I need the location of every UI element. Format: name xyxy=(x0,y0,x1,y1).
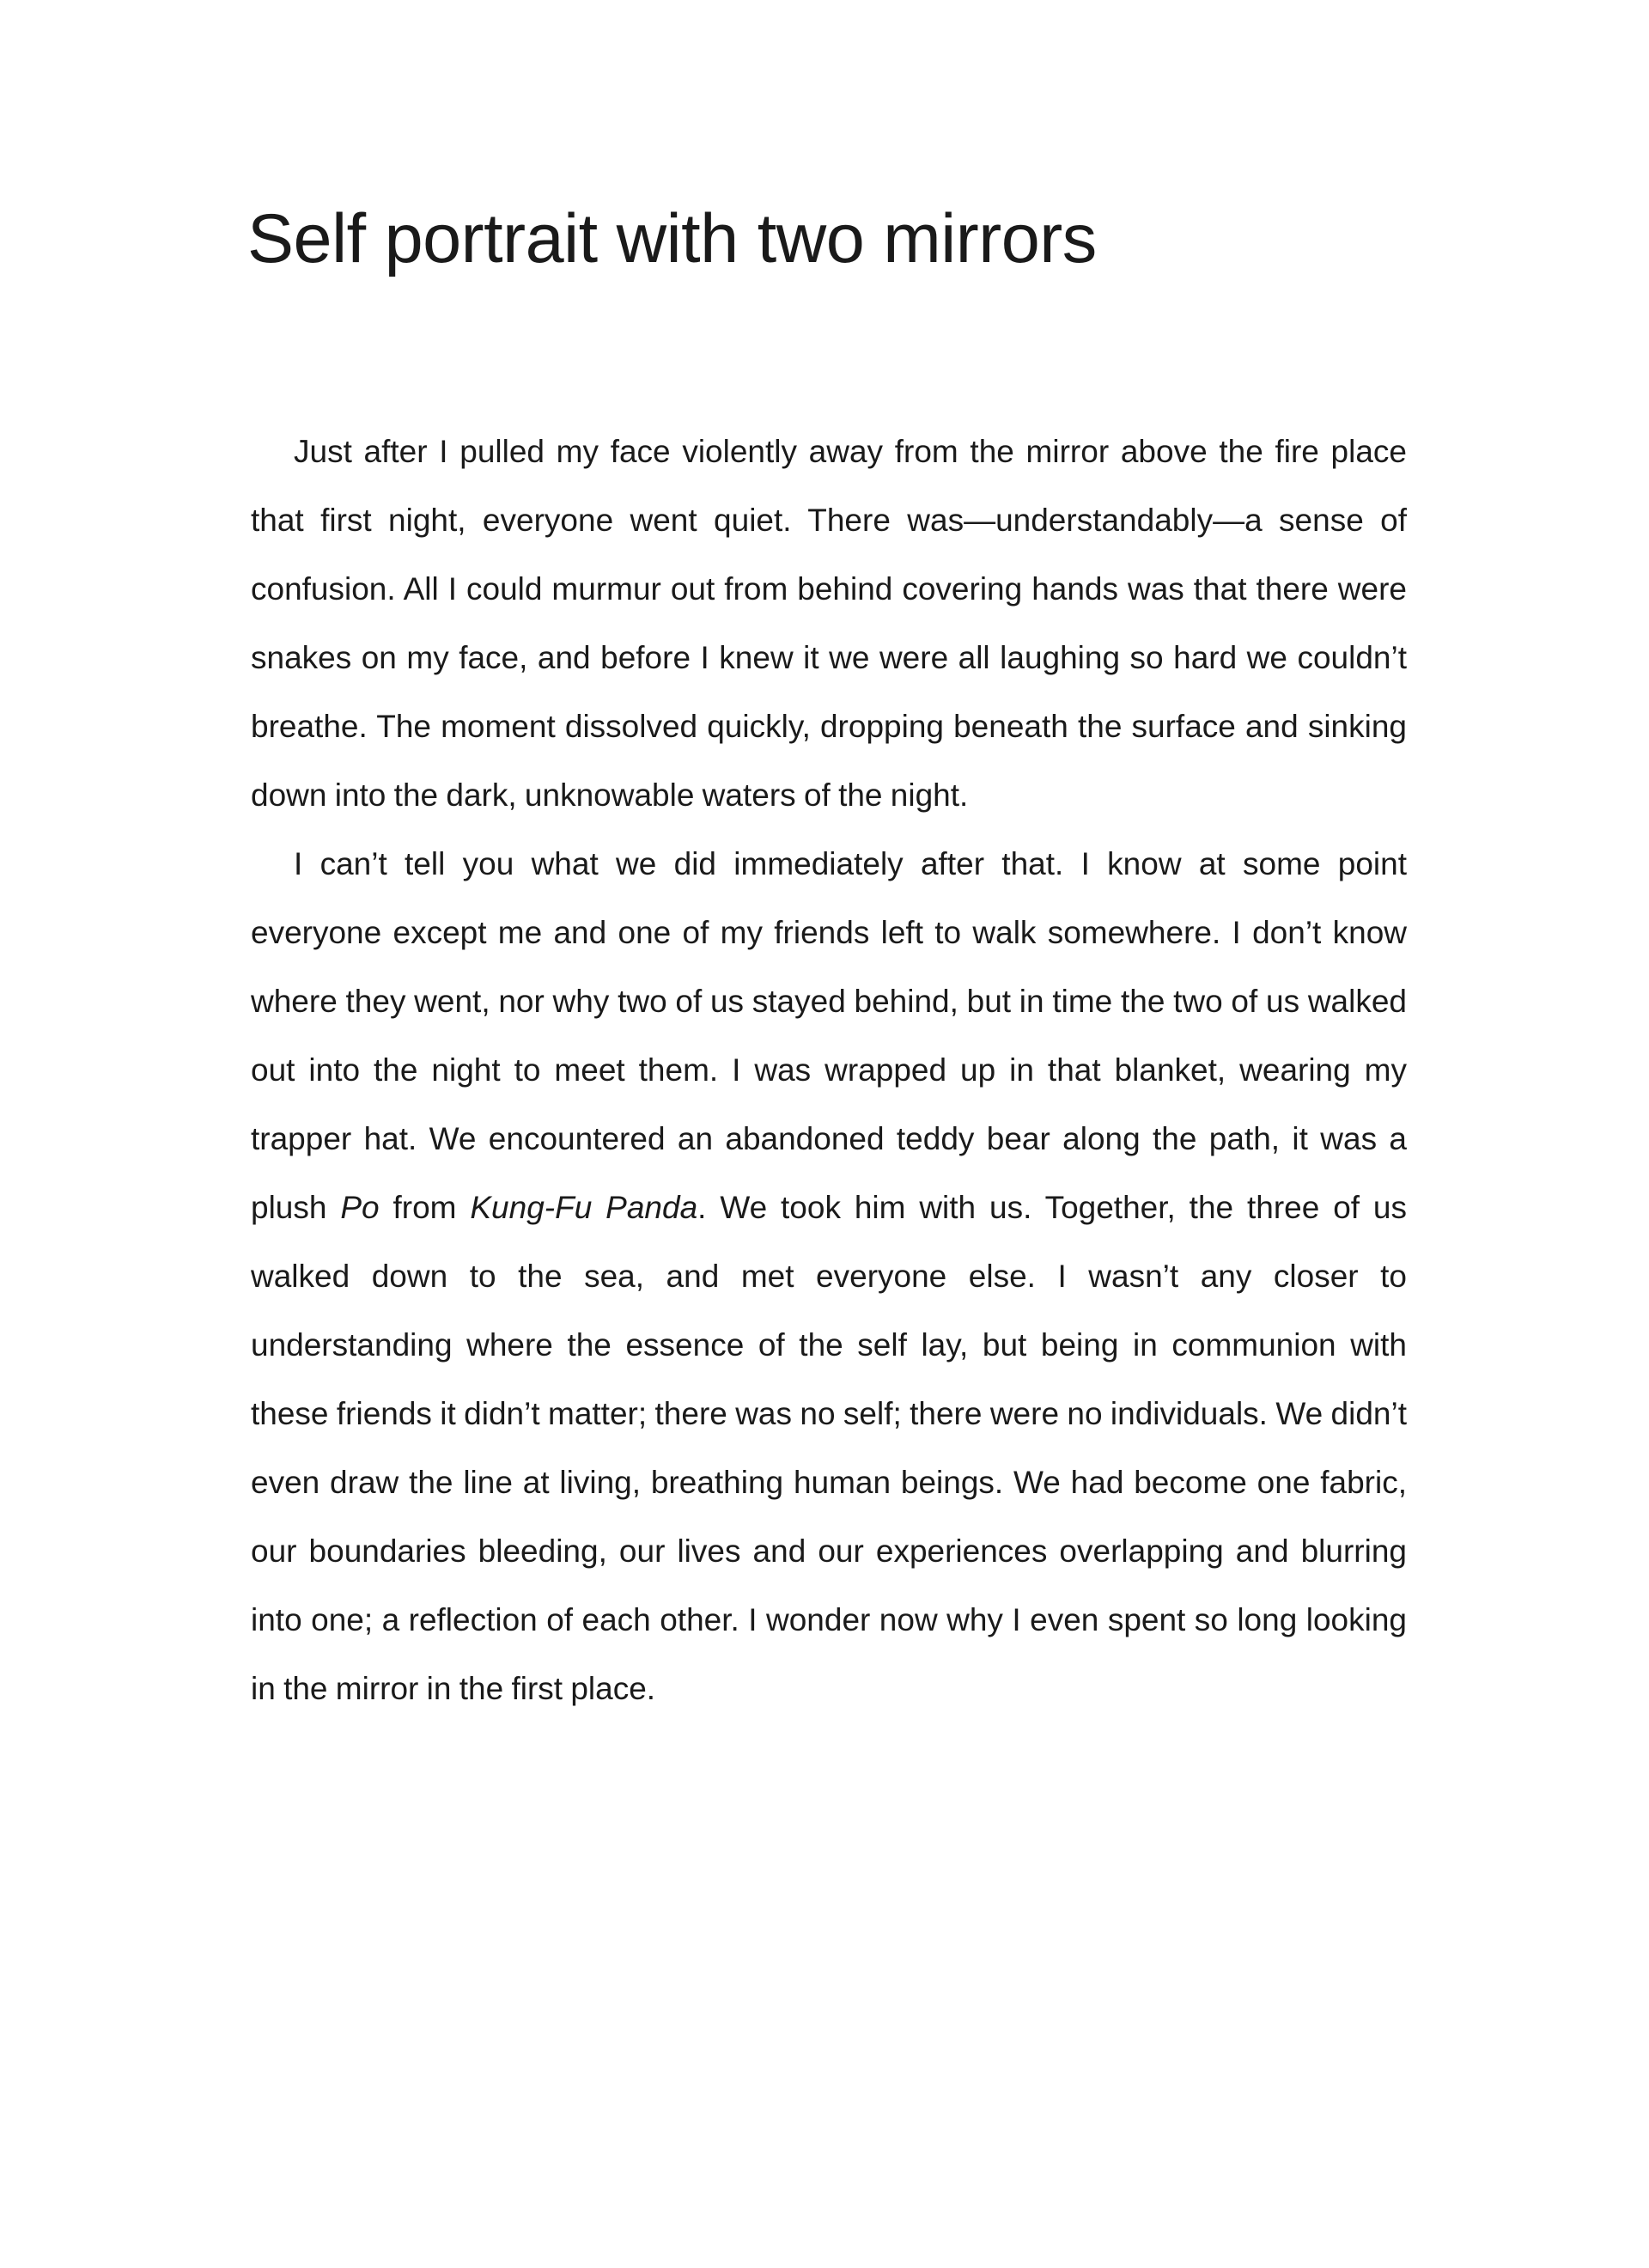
body-text xyxy=(251,418,1407,1723)
paragraph-1: Just after I pulled my face violently away from the mirror above the fire place that first night, everyone went quiet. There was—understandably—a sense of confusion. All I could murmur out from behind covering hands was that there were snakes on my face, and before I knew it we were all laughing so hard we couldn’t breathe. The moment dissolved quickly, dropping beneath the surface and sinking down into the dark, unknowable waters of the night. xyxy=(251,434,1407,813)
italic-title-kung-fu-panda: Kung-Fu Panda xyxy=(470,1190,698,1225)
paragraph-2-part-1: I can’t tell you what we did immediately after that. I know at some point everyone except me and one of my friends left to walk somewhere. I don’t know where they went, nor why two of us stayed behind, but in time the two of us walked out into the night to meet them. I was wrapped up in that blanket, wearing my trapper hat. We encountered an abandoned teddy bear along the path, it was a plush xyxy=(251,846,1407,1225)
paragraph-2 xyxy=(251,830,1407,1723)
italic-title-po: Po xyxy=(340,1190,380,1225)
paragraph-2-part-3: . We took him with us. Together, the three of us walked down to the sea, and met everyone else. I wasn’t any closer to understanding where the essence of the self lay, but being in communion with these friends it didn’t matter; there was no self; there were no individuals. We didn’t even draw the line at living, breathing human beings. We had become one fabric, our boundaries bleeding, our lives and our experiences overlapping and blurring into one; a reflection of each other. I wonder now why I even spent so long looking in the mirror in the first place. xyxy=(251,1190,1408,1706)
paragraph-2-part-2: from xyxy=(379,1190,471,1225)
page-title: Self portrait with two mirrors xyxy=(247,200,1097,277)
